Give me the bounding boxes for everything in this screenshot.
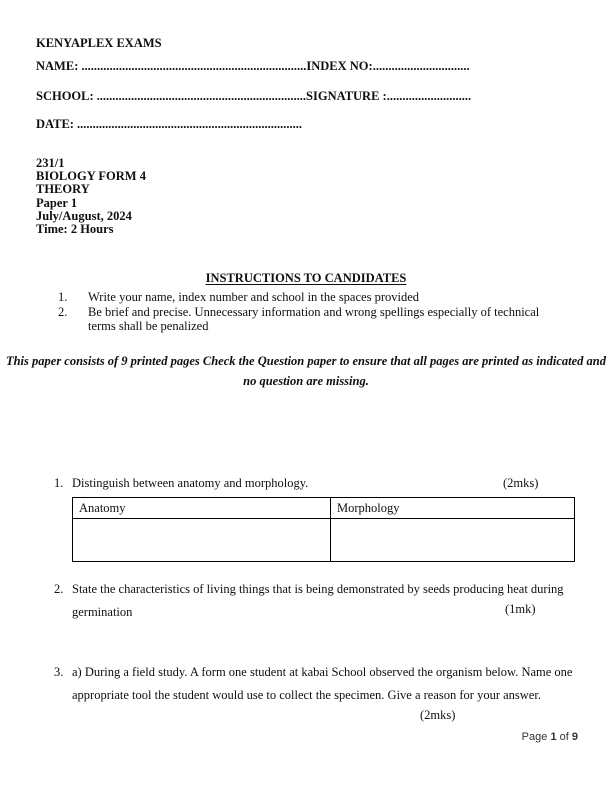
name-index-line [36, 59, 470, 74]
index-no-dotted-leader: ............................... [372, 59, 470, 73]
answer-table [72, 497, 575, 562]
of-word: of [559, 731, 569, 743]
page-count-note-line-1: This paper consists of 9 printed pages Check the Question paper to ensure that all pages are printed as indicated and [5, 354, 607, 368]
question-line: appropriate tool the student would use to collect the specimen. Give a reason for your answer. [72, 688, 541, 702]
question-number: 2. [54, 582, 64, 596]
instructions-list [58, 290, 543, 334]
exam-session: July/August, 2024 [36, 208, 132, 223]
question-number: 1. [54, 476, 64, 490]
school-dotted-leader: ................................................................... [96, 89, 307, 103]
marks-label: (1mk) [505, 602, 536, 616]
instruction-item [58, 290, 543, 305]
question-text: State the characteristics of living things that is being demonstrated by seeds producing heat during [72, 582, 564, 596]
question-1 [54, 476, 308, 491]
paper-type: THEORY [36, 182, 90, 197]
paper-code: 231/1 [36, 156, 65, 170]
subject-title: BIOLOGY FORM 4 [36, 169, 146, 184]
total-pages: 9 [571, 731, 578, 743]
instruction-text: Be brief and precise. Unnecessary information and wrong spellings especially of technical terms shall be penalized [88, 304, 540, 333]
question-text: a) During a field study. A form one student at kabai School observed the organism below. Name one [72, 665, 573, 679]
question-2 [54, 578, 564, 623]
instruction-text: Write your name, index number and school in the spaces provided [88, 290, 419, 304]
question-line: germination [72, 604, 133, 619]
page-number: 1 [550, 731, 557, 743]
date-line [36, 117, 302, 132]
school-label: SCHOOL: [36, 89, 94, 103]
exam-org-title: KENYAPLEX EXAMS [36, 36, 162, 50]
page-word: Page [521, 731, 548, 743]
answer-cell-anatomy [73, 519, 331, 562]
signature-label: SIGNATURE : [306, 89, 387, 103]
name-dotted-leader: ........................................................................ [81, 59, 307, 73]
question-number: 3. [54, 665, 64, 679]
marks-label: (2mks) [503, 476, 539, 490]
page-footer [0, 730, 578, 744]
paper-number: Paper 1 [36, 195, 78, 210]
school-signature-line [36, 89, 471, 104]
index-no-label: INDEX NO: [306, 59, 373, 73]
exam-duration: Time: 2 Hours [36, 222, 114, 237]
date-dotted-leader: ........................................................................ [76, 117, 302, 131]
answer-row [73, 519, 575, 562]
instructions-title: INSTRUCTIONS TO CANDIDATES [205, 271, 407, 285]
question-3 [54, 661, 572, 707]
table-header-morphology: Morphology [331, 498, 575, 519]
signature-dotted-leader: ........................... [386, 89, 472, 103]
paper-info-block [36, 157, 146, 236]
instruction-number: 2. [58, 304, 68, 319]
marks-label: (2mks) [420, 708, 456, 722]
table-header-row [73, 498, 575, 519]
date-label: DATE: [36, 117, 74, 131]
table-header-anatomy: Anatomy [73, 498, 331, 519]
answer-cell-morphology [331, 519, 575, 562]
name-label: NAME: [36, 59, 79, 73]
page-count-note-line-2: no question are missing. [243, 374, 369, 388]
instruction-item [58, 305, 543, 334]
question-text: Distinguish between anatomy and morphology. [72, 476, 309, 490]
question-line [54, 578, 564, 601]
question-line [54, 661, 572, 684]
instruction-number: 1. [58, 290, 68, 304]
